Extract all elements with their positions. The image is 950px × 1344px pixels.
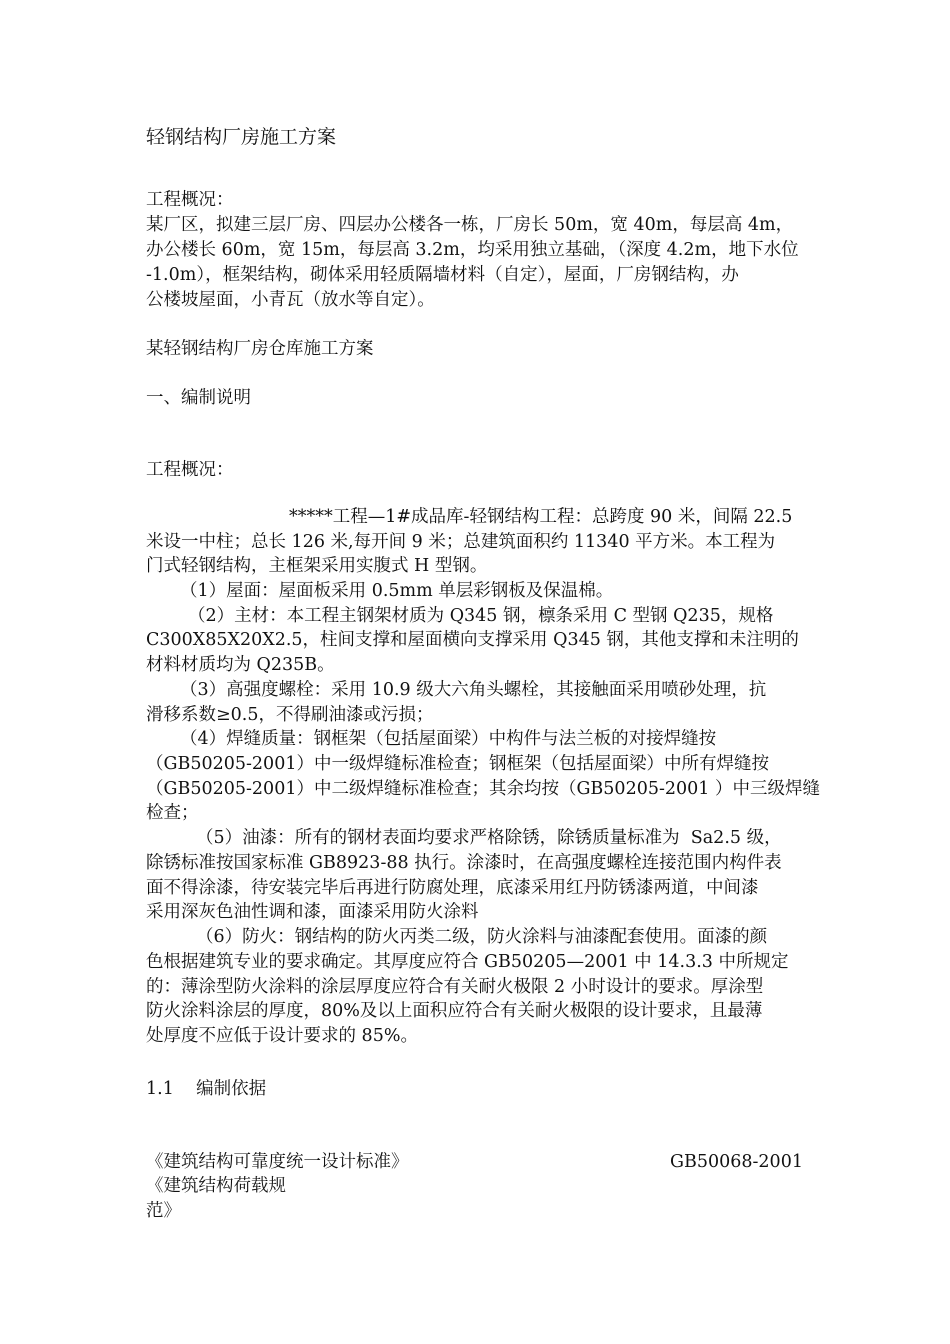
item-2-line: 材料材质均为 Q235B。 — [146, 655, 335, 675]
intro-line: 米设一中柱；总长 126 米,每开间 9 米；总建筑面积约 11340 平方米。本工程为 — [146, 532, 776, 552]
item-5-line: 除锈标准按国家标准 GB8923-88 执行。涂漆时，在高强度螺栓连接范围内构件表 — [146, 853, 782, 873]
item-6-line: （6）防火：钢结构的防火丙类二级，防火涂料与油漆配套使用。面漆的颜 — [196, 927, 768, 947]
section-heading: 一、编制说明 — [146, 388, 251, 408]
reference-name: 《建筑结构荷载规 — [146, 1176, 286, 1196]
item-6-line: 色根据建筑专业的要求确定。其厚度应符合 GB50205—2001 中 14.3.3 中所规定 — [146, 952, 789, 972]
item-5-line: （5）油漆：所有的钢材表面均要求严格除锈，除锈质量标准为 Sa2.5 级， — [196, 828, 782, 848]
overview-line: 某厂区，拟建三层厂房、四层办公楼各一栋，厂房长 50m，宽 40m，每层高 4m， — [146, 215, 794, 235]
intro-line: 门式轻钢结构，主框架采用实腹式 H 型钢。 — [146, 556, 488, 576]
section-heading: 1.1 编制依据 — [146, 1079, 267, 1099]
overview-line: -1.0m），框架结构，砌体采用轻质隔墙材料（自定），屋面，厂房钢结构，办 — [146, 265, 739, 285]
reference-code: GB50068-2001 — [670, 1152, 803, 1172]
intro-line: *****工程—1#成品库-轻钢结构工程：总跨度 90 米，间隔 22.5 — [289, 507, 793, 527]
overview-heading: 工程概况： — [146, 190, 234, 210]
item-4-line: （4）焊缝质量：钢框架（包括屋面梁）中构件与法兰板的对接焊缝按 — [180, 729, 717, 749]
overview-line: 办公楼长 60m，宽 15m，每层高 3.2m，均采用独立基础，（深度 4.2m，地下水位 — [146, 240, 799, 260]
item-2-line: （2）主材：本工程主钢架材质为 Q345 钢，檩条采用 C 型钢 Q235，规格 — [188, 606, 774, 626]
item-3-line: 滑移系数≥0.5，不得刷油漆或污损； — [146, 705, 434, 725]
item-6-line: 防火涂料涂层的厚度，80%及以上面积应符合有关耐火极限的设计要求，且最薄 — [146, 1001, 763, 1021]
item-4-line: 检查； — [146, 803, 199, 823]
reference-name: 《建筑结构可靠度统一设计标准》 — [146, 1152, 409, 1172]
overview-line: 公楼坡屋面，小青瓦（放水等自定）。 — [146, 290, 435, 310]
item-5-line: 面不得涂漆，待安装完毕后再进行防腐处理，底漆采用红丹防锈漆两道，中间漆 — [146, 878, 759, 898]
item-6-line: 的：薄涂型防火涂料的涂层厚度应符合有关耐火极限 2 小时设计的要求。厚涂型 — [146, 977, 764, 997]
item-2-line: C300X85X20X2.5，柱间支撑和屋面横向支撑采用 Q345 钢，其他支撑和未注明的 — [146, 630, 799, 650]
item-5-line: 采用深灰色油性调和漆，面漆采用防火涂料 — [146, 902, 479, 922]
item-6-line: 处厚度不应低于设计要求的 85%。 — [146, 1026, 418, 1046]
subtitle: 某轻钢结构厂房仓库施工方案 — [146, 339, 374, 359]
item-4-line: （GB50205-2001）中一级焊缝标准检查；钢框架（包括屋面梁）中所有焊缝按 — [146, 754, 769, 774]
item-3-line: （3）高强度螺栓：采用 10.9 级大六角头螺栓，其接触面采用喷砂处理，抗 — [180, 680, 767, 700]
item-1-line: （1）屋面：屋面板采用 0.5mm 单层彩钢板及保温棉。 — [180, 581, 614, 601]
document-title: 轻钢结构厂房施工方案 — [146, 126, 337, 148]
item-4-line: （GB50205-2001）中二级焊缝标准检查；其余均按（GB50205-2001 ）中三级焊缝 — [146, 779, 820, 799]
reference-name: 范》 — [146, 1201, 181, 1221]
overview-heading: 工程概况： — [146, 460, 234, 480]
